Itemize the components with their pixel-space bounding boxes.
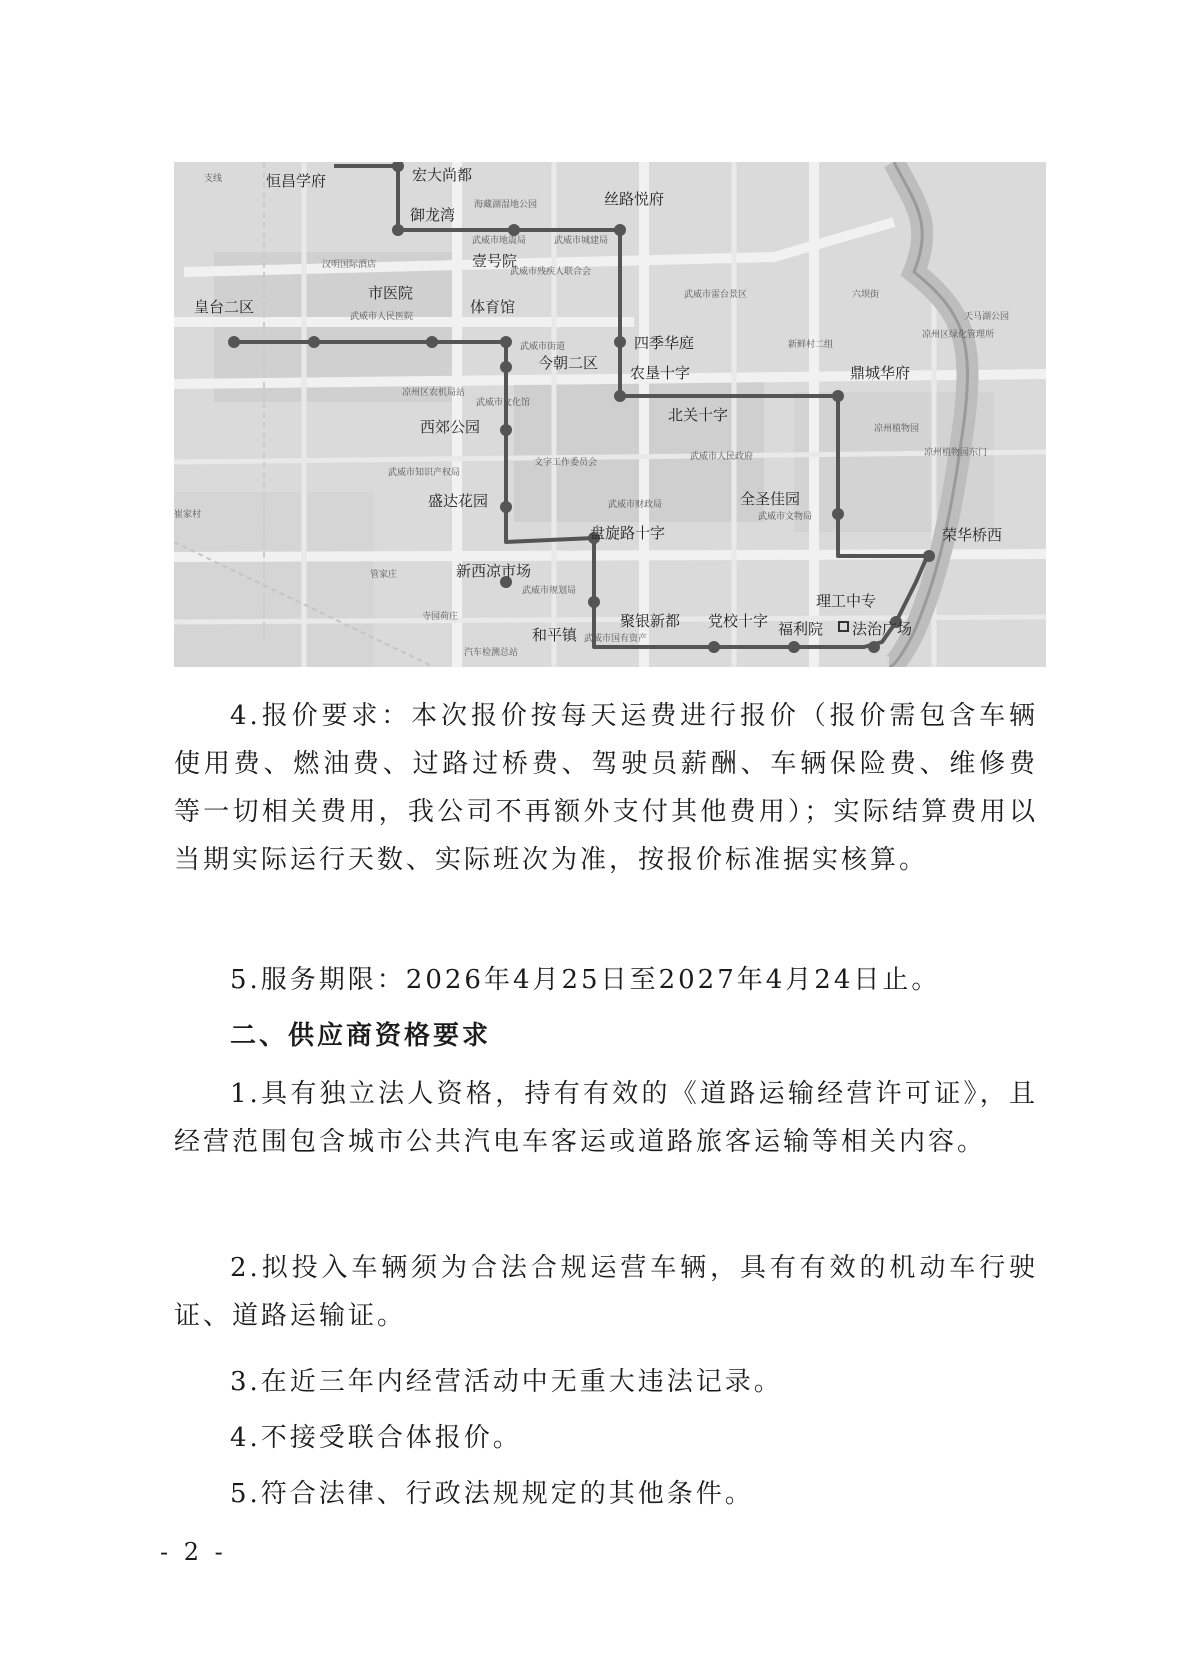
section-heading: 二、供应商资格要求 [230,1021,492,1051]
item-4-quotation: 4.报价要求：本次报价按每天运费进行报价（报价需包含车辆使用费、燃油费、过路过桥费、驾驶员薪酬、车辆保险费、维修费等一切相关费用，我公司不再额外支付其他费用）；实际结算费用以当期实际运行天数、实际班次为准，按报价标准据实核算。 [174,701,1038,875]
stop-label: 农垦十字 [630,364,691,382]
stop-label: 西郊公园 [420,418,481,436]
poi-label: 天马湖公园 [964,312,1010,322]
requirement-2: 2.拟投入车辆须为合法合规运营车辆，具有有效的机动车行驶证、道路运输证。 [174,1253,1038,1331]
poi-label: 武威市文化馆 [476,398,531,408]
poi-label: 武威市规划局 [522,586,577,596]
route-map-graphic [174,162,1046,667]
stop-label: 恒昌学府 [266,172,327,190]
stop-label: 今朝二区 [538,354,599,372]
stop-label: 丝路悦府 [604,190,665,208]
poi-label: 凉州区农机局站 [402,388,466,398]
poi-label: 武威市财政局 [608,500,663,510]
poi-label: 支线 [204,174,223,184]
requirement-5: 5.符合法律、行政法规规定的其他条件。 [230,1479,754,1509]
requirement-3: 3.在近三年内经营活动中无重大违法记录。 [230,1367,783,1397]
poi-label: 六坝街 [852,290,880,300]
poi-label: 武威市国有资产 [584,634,648,644]
stop-label: 理工中专 [816,592,877,610]
poi-label: 文字工作委员会 [534,458,598,468]
poi-label: 武威市人民政府 [690,452,754,462]
stop-label: 四季华庭 [634,334,695,352]
poi-label: 武威市残疾人联合会 [510,267,592,277]
stop-label: 壹号院 [472,252,518,270]
page-number: - 2 - [160,1538,227,1566]
poi-label: 凉州区绿化管理所 [922,330,995,340]
stop-label: 体育馆 [470,298,516,316]
stop-label: 全圣佳园 [740,490,801,508]
stop-label: 荣华桥西 [942,526,1003,544]
stop-label: 盘旋路十字 [590,524,666,542]
poi-label: 汽车检测总站 [464,648,519,658]
stop-label: 宏大尚都 [412,166,473,184]
stop-label: 聚银新都 [620,612,681,630]
stop-label: 北关十字 [668,406,729,424]
poi-label: 新鲜村二组 [788,340,834,350]
stop-label: 鼎城华府 [850,364,911,382]
stop-label: 党校十字 [708,612,769,630]
poi-label: 武威市城建局 [554,236,609,246]
requirement-4: 4.不接受联合体报价。 [230,1423,522,1453]
poi-label: 寺园荷庄 [422,612,459,622]
stop-label: 福利院 [778,620,824,638]
poi-label: 汉明国际酒店 [322,260,377,270]
poi-label: 凉州植物园东门 [924,448,988,458]
poi-label: 崔家村 [174,510,202,520]
stop-label: 和平镇 [532,626,578,644]
route-map [174,162,1046,667]
stop-label: 新西凉市场 [456,562,532,580]
item-5-service-period: 5.服务期限：2026年4月25日至2027年4月24日止。 [230,965,941,995]
stop-label: 法治广场 [852,620,913,638]
poi-label: 管家庄 [370,570,398,580]
poi-label: 武威市雷台景区 [684,290,748,300]
stop-label: 盛达花园 [428,492,489,510]
poi-label: 海藏湖湿地公园 [474,200,538,210]
stop-label: 御龙湾 [410,206,456,224]
poi-label: 武威市地震局 [472,236,527,246]
poi-label: 武威市人民医院 [350,312,414,322]
stop-label: 皇台二区 [194,298,255,316]
requirement-1: 1.具有独立法人资格，持有有效的《道路运输经营许可证》，且经营范围包含城市公共汽电车客运或道路旅客运输等相关内容。 [174,1079,1038,1157]
poi-label: 凉州植物园 [874,424,920,434]
poi-label: 武威市文物局 [758,512,813,522]
stop-label: 市医院 [368,284,414,302]
poi-label: 武威市街道 [520,342,566,352]
poi-label: 武威市知识产权局 [388,468,461,478]
